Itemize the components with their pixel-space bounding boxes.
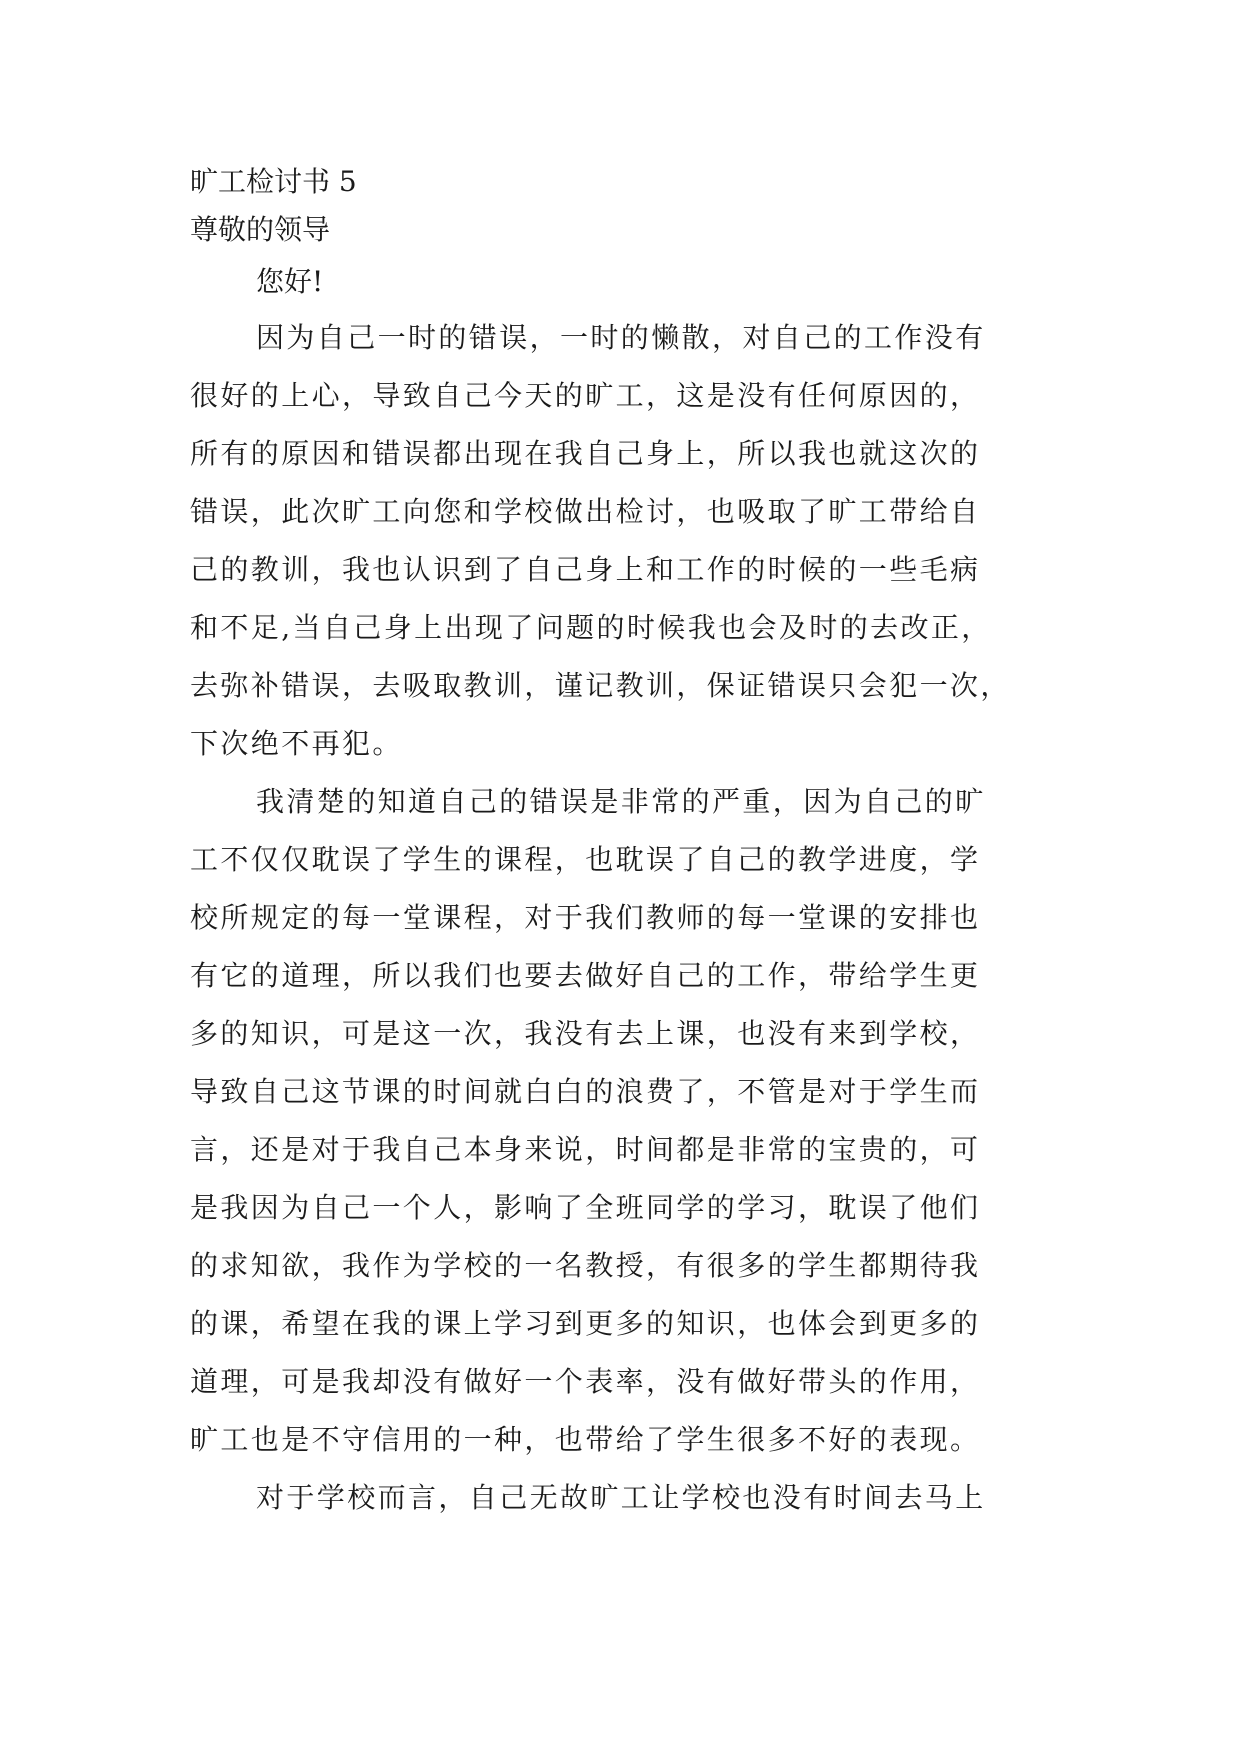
paragraph-line: 下次绝不再犯。	[190, 727, 403, 760]
paragraph-1	[190, 318, 1070, 782]
paragraph-line: 旷工也是不守信用的一种，也带给了学生很多不好的表现。	[190, 1423, 981, 1456]
paragraph-2	[190, 782, 1070, 1478]
paragraph-line: 很好的上心，导致自己今天的旷工，这是没有任何原因的，	[190, 379, 981, 412]
paragraph-line: 校所规定的每一堂课程，对于我们教师的每一堂课的安排也	[190, 901, 981, 934]
paragraph-line: 因为自己一时的错误，一时的懒散，对自己的工作没有	[256, 321, 986, 354]
paragraph-line: 我清楚的知道自己的错误是非常的严重，因为自己的旷	[256, 785, 986, 818]
paragraph-line: 己的教训，我也认识到了自己身上和工作的时候的一些毛病	[190, 553, 981, 586]
salutation: 尊敬的领导	[190, 213, 331, 246]
paragraph-line: 对于学校而言，自己无故旷工让学校也没有时间去马上	[256, 1481, 986, 1514]
paragraph-line: 错误，此次旷工向您和学校做出检讨，也吸取了旷工带给自	[190, 495, 981, 528]
greeting: 您好!	[256, 265, 324, 298]
paragraph-line: 的求知欲，我作为学校的一名教授，有很多的学生都期待我	[190, 1249, 981, 1282]
document-title: 旷工检讨书 5	[190, 165, 357, 198]
paragraph-line: 去弥补错误，去吸取教训，谨记教训，保证错误只会犯一次，	[190, 669, 1011, 702]
paragraph-line: 导致自己这节课的时间就白白的浪费了，不管是对于学生而	[190, 1075, 981, 1108]
paragraph-line: 是我因为自己一个人，影响了全班同学的学习，耽误了他们	[190, 1191, 981, 1224]
paragraph-line: 所有的原因和错误都出现在我自己身上，所以我也就这次的	[190, 437, 981, 470]
paragraph-line: 工不仅仅耽误了学生的课程，也耽误了自己的教学进度，学	[190, 843, 981, 876]
paragraph-line: 言，还是对于我自己本身来说，时间都是非常的宝贵的，可	[190, 1133, 981, 1166]
paragraph-line: 的课，希望在我的课上学习到更多的知识，也体会到更多的	[190, 1307, 981, 1340]
paragraph-line: 和不足,当自己身上出现了问题的时候我也会及时的去改正，	[190, 611, 992, 644]
paragraph-line: 道理，可是我却没有做好一个表率，没有做好带头的作用，	[190, 1365, 981, 1398]
paragraph-line: 多的知识，可是这一次，我没有去上课，也没有来到学校，	[190, 1017, 981, 1050]
paragraph-line: 有它的道理，所以我们也要去做好自己的工作，带给学生更	[190, 959, 981, 992]
document-page	[190, 162, 1070, 1536]
paragraph-3	[190, 1478, 1070, 1536]
